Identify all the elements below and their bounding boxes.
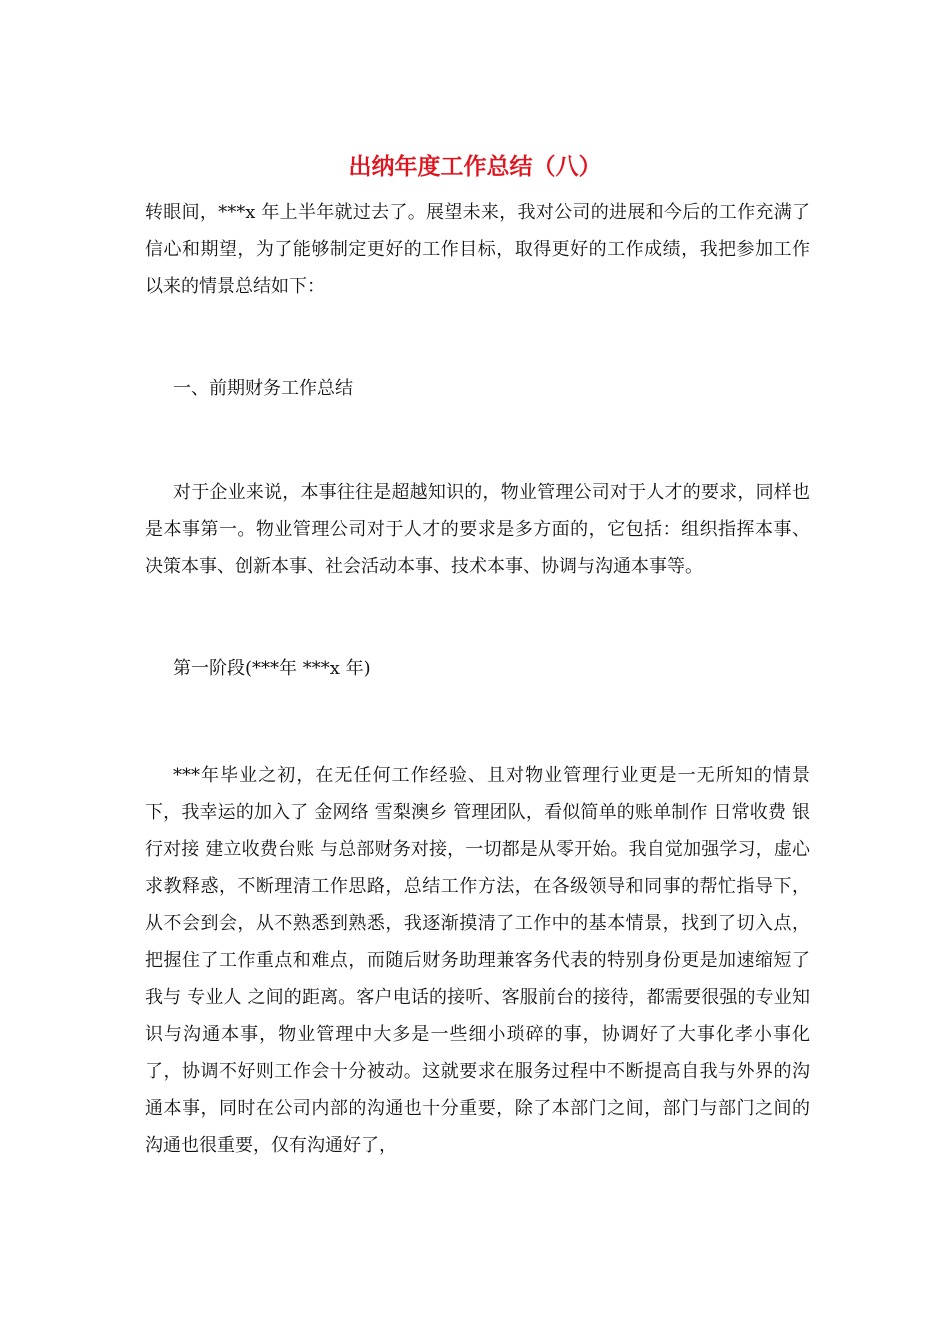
- body-paragraph-2: ***年毕业之初，在无任何工作经验、且对物业管理行业更是一无所知的情景下，我幸运的加入了 金网络 雪梨澳乡 管理团队，看似简单的账单制作 日常收费 银行对接 建立收费台账 与总部财务对接，一切都是从零开始。我自觉加强学习，虚心求教释惑，不断理清工作思路，总结工作方法，在各级领导和同事的帮忙指导下，从不会到会，从不熟悉到熟悉，我逐渐摸清了工作中的基本情景，找到了切入点，把握住了工作重点和难点，而随后财务助理兼客务代表的特别身份更是加速缩短了我与 专业人 之间的距离。客户电话的接听、客服前台的接待，都需要很强的专业知识与沟通本事，物业管理中大多是一些细小琐碎的事，协调好了大事化孝小事化了，协调不好则工作会十分被动。这就要求在服务过程中不断提高自我与外界的沟通本事，同时在公司内部的沟通也十分重要，除了本部门之间，部门与部门之间的沟通也很重要，仅有沟通好了，: [145, 765, 810, 1156]
- section-heading-2: 第一阶段(***年 ***x 年): [173, 658, 371, 679]
- section-heading-1: 一、前期财务工作总结: [173, 378, 353, 399]
- document-title: 出纳年度工作总结（八）: [348, 154, 602, 180]
- body-paragraph-1: 对于企业来说，本事往往是超越知识的，物业管理公司对于人才的要求，同样也是本事第一。物业管理公司对于人才的要求是多方面的，它包括：组织指挥本事、决策本事、创新本事、社会活动本事、技术本事、协调与沟通本事等。: [145, 482, 810, 577]
- intro-paragraph: 转眼间，***x 年上半年就过去了。展望未来，我对公司的进展和今后的工作充满了信心和期望，为了能够制定更好的工作目标，取得更好的工作成绩，我把参加工作以来的情景总结如下：: [145, 202, 810, 297]
